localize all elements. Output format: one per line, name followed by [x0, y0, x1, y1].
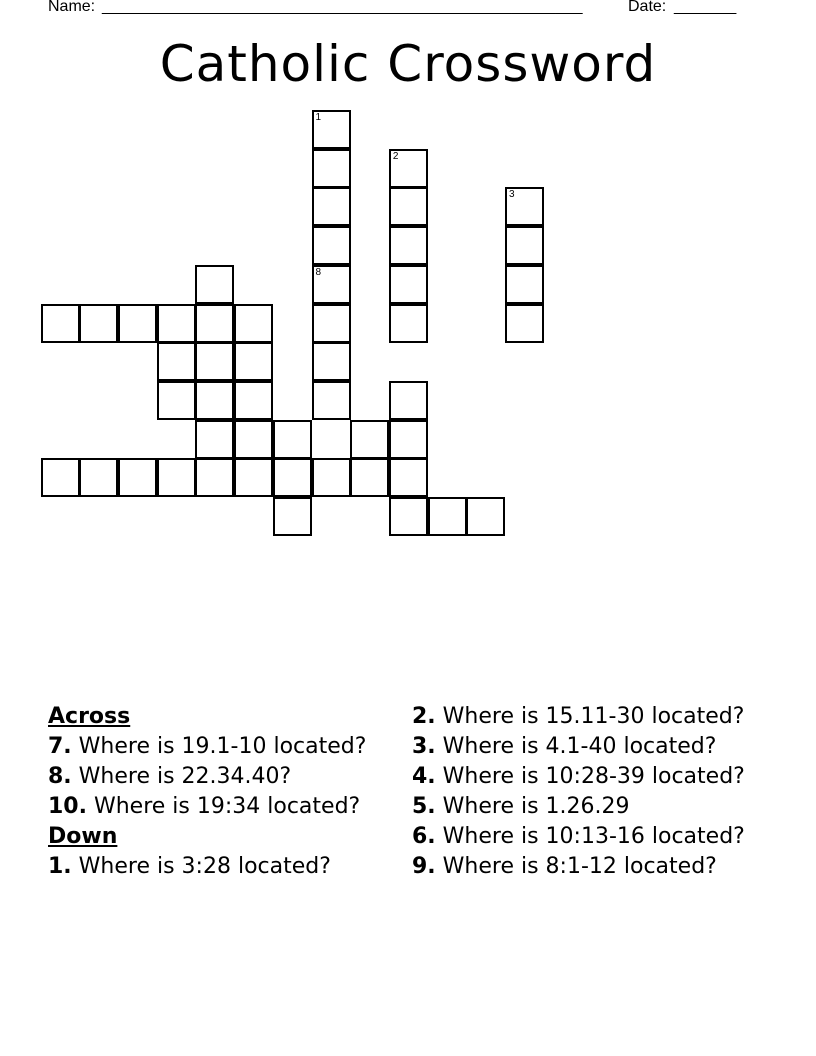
clue-number: 4. [412, 764, 436, 789]
grid-cell[interactable] [312, 265, 351, 304]
clue-text: Where is 4.1-40 located? [442, 734, 717, 759]
clue-down-2 [412, 704, 757, 730]
grid-cell[interactable] [41, 458, 80, 497]
grid-cell[interactable] [505, 304, 544, 343]
clue-text: Where is 22.34.40? [78, 764, 292, 789]
down-heading: Down [48, 824, 118, 849]
grid-cell[interactable] [505, 265, 544, 304]
clue-text: Where is 8:1-12 located? [442, 854, 717, 879]
grid-cell[interactable] [312, 381, 351, 420]
clues-right-column [412, 704, 757, 884]
grid-cell[interactable] [312, 342, 351, 381]
clue-number: 7. [48, 734, 72, 759]
grid-cell[interactable] [195, 381, 234, 420]
clue-number: 2. [412, 704, 436, 729]
grid-cell[interactable] [195, 265, 234, 304]
grid-cell[interactable] [466, 497, 505, 536]
clue-text: Where is 19:34 located? [93, 794, 361, 819]
grid-cell[interactable] [118, 304, 157, 343]
grid-cell[interactable] [389, 226, 428, 265]
name-label: Name: [48, 0, 96, 15]
clue-across-10 [48, 794, 393, 820]
grid-cell[interactable] [350, 420, 389, 459]
grid-cell[interactable] [157, 304, 196, 343]
clue-number: 6. [412, 824, 436, 849]
clue-text: Where is 3:28 located? [78, 854, 331, 879]
grid-cell[interactable] [79, 304, 118, 343]
page-title: Catholic Crossword [159, 35, 657, 93]
grid-cell[interactable] [234, 458, 273, 497]
grid-cell[interactable] [389, 420, 428, 459]
grid-cell[interactable] [195, 458, 234, 497]
grid-cell[interactable] [195, 342, 234, 381]
date-label: Date: [628, 0, 667, 15]
grid-cell[interactable] [428, 497, 467, 536]
clues-left-column [48, 704, 393, 884]
grid-cell[interactable] [157, 381, 196, 420]
grid-cell[interactable] [312, 110, 351, 149]
clue-down-4 [412, 764, 757, 790]
clue-number: 3. [412, 734, 436, 759]
grid-cell[interactable] [234, 420, 273, 459]
grid-cell[interactable] [312, 187, 351, 226]
clue-number: 8. [48, 764, 72, 789]
clue-number: 1. [48, 854, 72, 879]
cell-number: 2 [392, 150, 399, 162]
clue-text: Where is 15.11-30 located? [442, 704, 745, 729]
grid-cell[interactable] [389, 187, 428, 226]
grid-cell[interactable] [273, 420, 312, 459]
clue-down-6 [412, 824, 757, 850]
cell-number: 1 [315, 112, 322, 123]
grid-cell[interactable] [389, 381, 428, 420]
cell-number: 3 [509, 189, 515, 201]
grid-cell[interactable] [389, 497, 428, 536]
name-field[interactable]: ______________________________________________________ [102, 0, 583, 15]
clue-text: Where is 19.1-10 located? [78, 734, 367, 759]
clue-down-3 [412, 734, 757, 760]
clue-number: 9. [412, 854, 436, 879]
clue-number: 5. [412, 794, 436, 819]
clue-down-9 [412, 854, 757, 880]
grid-cell[interactable] [312, 149, 351, 188]
grid-cell[interactable] [234, 342, 273, 381]
grid-cell[interactable] [389, 149, 428, 188]
grid-cell[interactable] [234, 304, 273, 343]
clue-down-1 [48, 854, 393, 880]
grid-cell[interactable] [195, 420, 234, 459]
grid-cell[interactable] [505, 226, 544, 265]
grid-cell[interactable] [312, 458, 351, 497]
grid-cell[interactable] [157, 458, 196, 497]
grid-cell[interactable] [41, 304, 80, 343]
grid-cell[interactable] [273, 497, 312, 536]
grid-cell[interactable] [350, 458, 389, 497]
grid-cell[interactable] [389, 304, 428, 343]
grid-cell[interactable] [157, 342, 196, 381]
across-heading: Across [48, 704, 131, 729]
grid-cell[interactable] [118, 458, 157, 497]
grid-cell[interactable] [389, 458, 428, 497]
cell-number: 8 [315, 266, 322, 278]
grid-cell[interactable] [234, 381, 273, 420]
clue-text: Where is 10:13-16 located? [442, 824, 745, 849]
clue-text: Where is 10:28-39 located? [442, 764, 745, 789]
grid-cell[interactable] [389, 265, 428, 304]
grid-cell[interactable] [79, 458, 118, 497]
grid-cell[interactable] [273, 458, 312, 497]
clue-text: Where is 1.26.29 [442, 794, 630, 819]
clue-number: 10. [48, 794, 87, 819]
grid-cell[interactable] [312, 304, 351, 343]
grid-cell[interactable] [195, 304, 234, 343]
grid-cell[interactable] [312, 226, 351, 265]
clue-down-5 [412, 794, 757, 820]
crossword-grid [0, 0, 816, 520]
clue-across-8 [48, 764, 393, 790]
date-field[interactable]: _______ [674, 0, 737, 15]
clue-across-7 [48, 734, 393, 760]
grid-cell[interactable] [505, 187, 544, 226]
